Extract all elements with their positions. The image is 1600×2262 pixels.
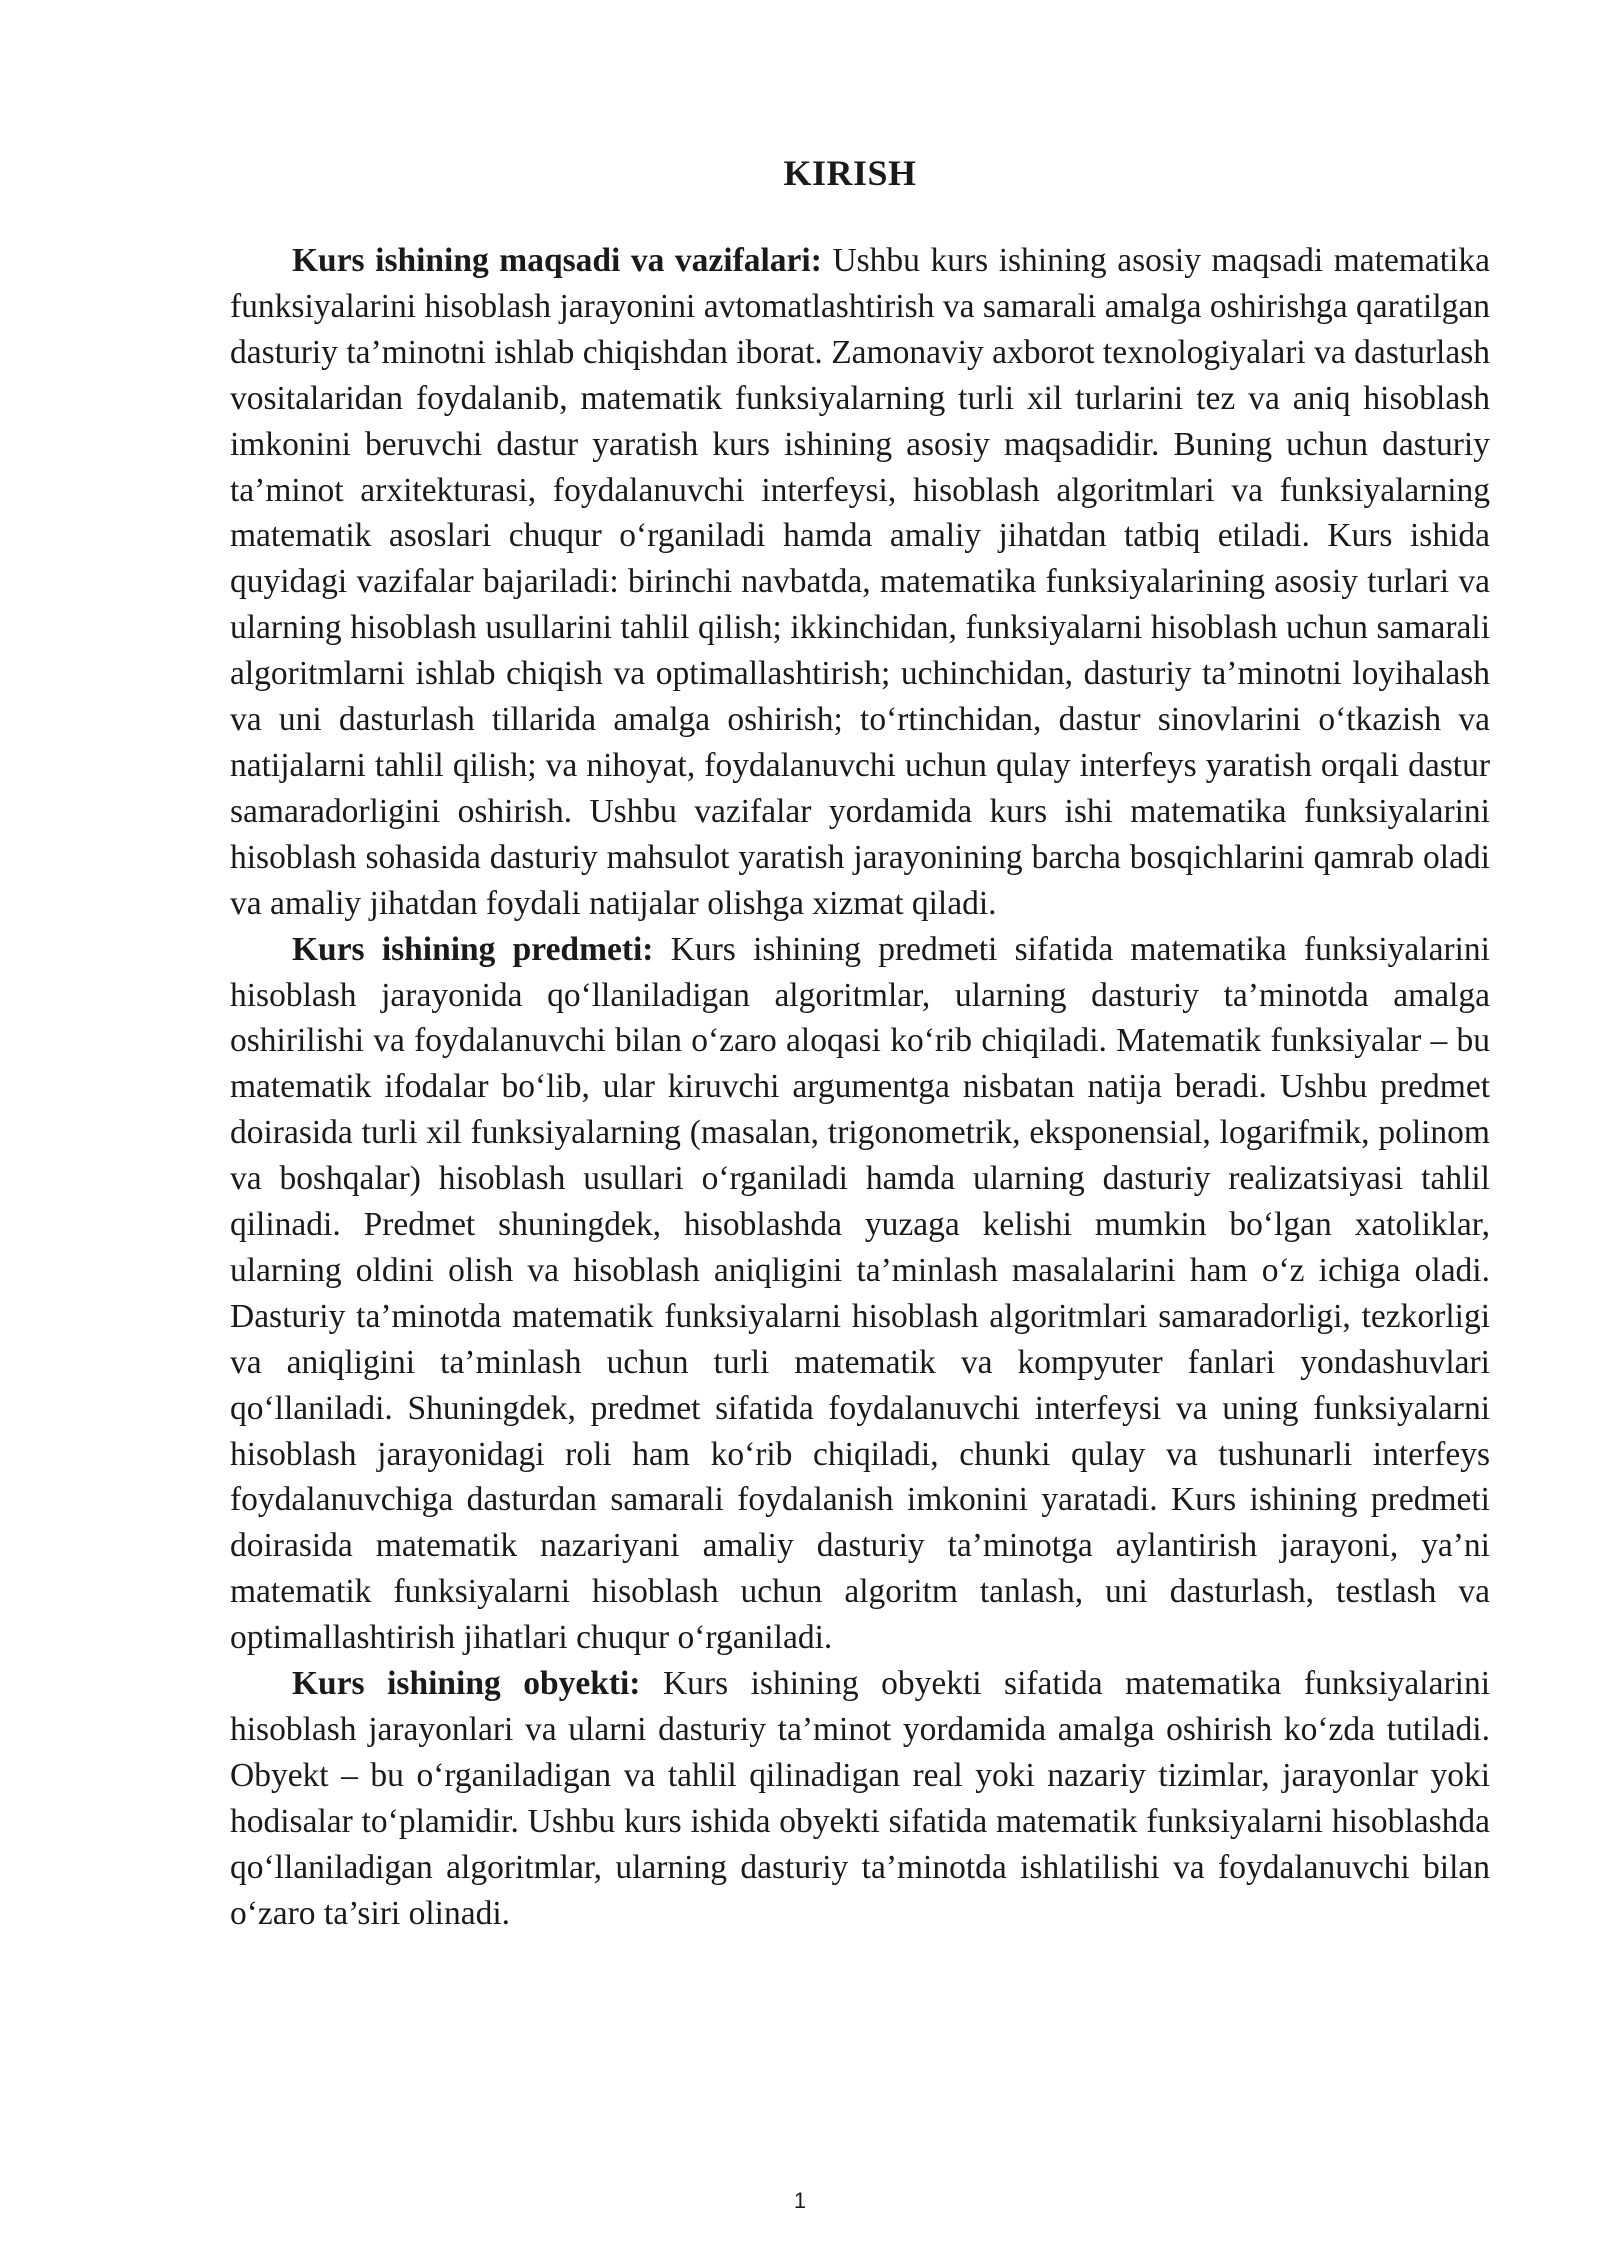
- paragraph-lead: Kurs ishining obyekti:: [292, 1665, 641, 1703]
- paragraph-text: Kurs ishining predmeti sifatida matematika funksiyalarini hisoblash jarayonida qo‘llaniladigan algoritmlar, ularning dasturiy ta’minotda amalga oshirilishi va foydalanuvchi bilan o‘zaro aloqasi ko‘rib chiqiladi. Matematik funksiyalar – bu matematik ifodalar bo‘lib, ular kiruvchi argumentga nisbatan natija beradi. Ushbu predmet doirasida turli xil funksiyalarning (masalan, trigonometrik, eksponensial, logarifmik, polinom va boshqalar) hisoblash usullari o‘rganiladi hamda ularning dasturiy realizatsiyasi tahlil qilinadi. Predmet shuningdek, hisoblashda yuzaga kelishi mumkin bo‘lgan xatoliklar, ularning oldini olish va hisoblash aniqligini ta’minlash masalalarini ham o‘z ichiga oladi. Dasturiy ta’minotda matematik funksiyalarni hisoblash algoritmlari samaradorligi, tezkorligi va aniqligini ta’minlash uchun turli matematik va kompyuter fanlari yondashuvlari qo‘llaniladi. Shuningdek, predmet sifatida foydalanuvchi interfeysi va uning funksiyalarni hisoblash jarayonidagi roli ham ko‘rib chiqiladi, chunki qulay va tushunarli interfeys foydalanuvchiga dasturdan samarali foydalanish imkonini yaratadi. Kurs ishining predmeti doirasida matematik nazariyani amaliy dasturiy ta’minotga aylantirish jarayoni, ya’ni matematik funksiyalarni hisoblash uchun algoritm tanlash, uni dasturlash, testlash va optimallashtirish jihatlari chuqur o‘rganiladi.: [230, 930, 1490, 1657]
- paragraph-goals: [230, 238, 1490, 927]
- paragraph-text: Ushbu kurs ishining asosiy maqsadi matematika funksiyalarini hisoblash jarayonini avtomatlashtirish va samarali amalga oshirishga qaratilgan dasturiy ta’minotni ishlab chiqishdan iborat. Zamonaviy axborot texnologiyalari va dasturlash vositalaridan foydalanib, matematik funksiyalarning turli xil turlarini tez va aniq hisoblash imkonini beruvchi dastur yaratish kurs ishining asosiy maqsadidir. Buning uchun dasturiy ta’minot arxitekturasi, foydalanuvchi interfeysi, hisoblash algoritmlari va funksiyalarning matematik asoslari chuqur o‘rganiladi hamda amaliy jihatdan tatbiq etiladi. Kurs ishida quyidagi vazifalar bajariladi: birinchi navbatda, matematika funksiyalarining asosiy turlari va ularning hisoblash usullarini tahlil qilish; ikkinchidan, funksiyalarni hisoblash uchun samarali algoritmlarni ishlab chiqish va optimallashtirish; uchinchidan, dasturiy ta’minotni loyihalash va uni dasturlash tillarida amalga oshirish; to‘rtinchidan, dastur sinovlarini o‘tkazish va natijalarni tahlil qilish; va nihoyat, foydalanuvchi uchun qulay interfeys yaratish orqali dastur samaradorligini oshirish. Ushbu vazifalar yordamida kurs ishi matematika funksiyalarini hisoblash sohasida dasturiy mahsulot yaratish jarayonining barcha bosqichlarini qamrab oladi va amaliy jihatdan foydali natijalar olishga xizmat qiladi.: [230, 242, 1490, 922]
- document-body: [230, 238, 1490, 1937]
- paragraph-object: [230, 1661, 1490, 1936]
- paragraph-lead: Kurs ishining predmeti:: [292, 930, 654, 968]
- paragraph-subject: [230, 927, 1490, 1662]
- paragraph-lead: Kurs ishining maqsadi va vazifalari:: [292, 242, 822, 279]
- page-title: KIRISH: [783, 153, 917, 193]
- paragraph-text: Kurs ishining obyekti sifatida matematika funksiyalarini hisoblash jarayonlari va ularni dasturiy ta’minot yordamida amalga oshirish ko‘zda tutiladi. Obyekt – bu o‘rganiladigan va tahlil qilinadigan real yoki nazariy tizimlar, jarayonlar yoki hodisalar to‘plamidir. Ushbu kurs ishida obyekti sifatida matematik funksiyalarni hisoblashda qo‘llaniladigan algoritmlar, ularning dasturiy ta’minotda ishlatilishi va foydalanuvchi bilan o‘zaro ta’siri olinadi.: [230, 1665, 1491, 1932]
- page-number: 1: [793, 2188, 807, 2213]
